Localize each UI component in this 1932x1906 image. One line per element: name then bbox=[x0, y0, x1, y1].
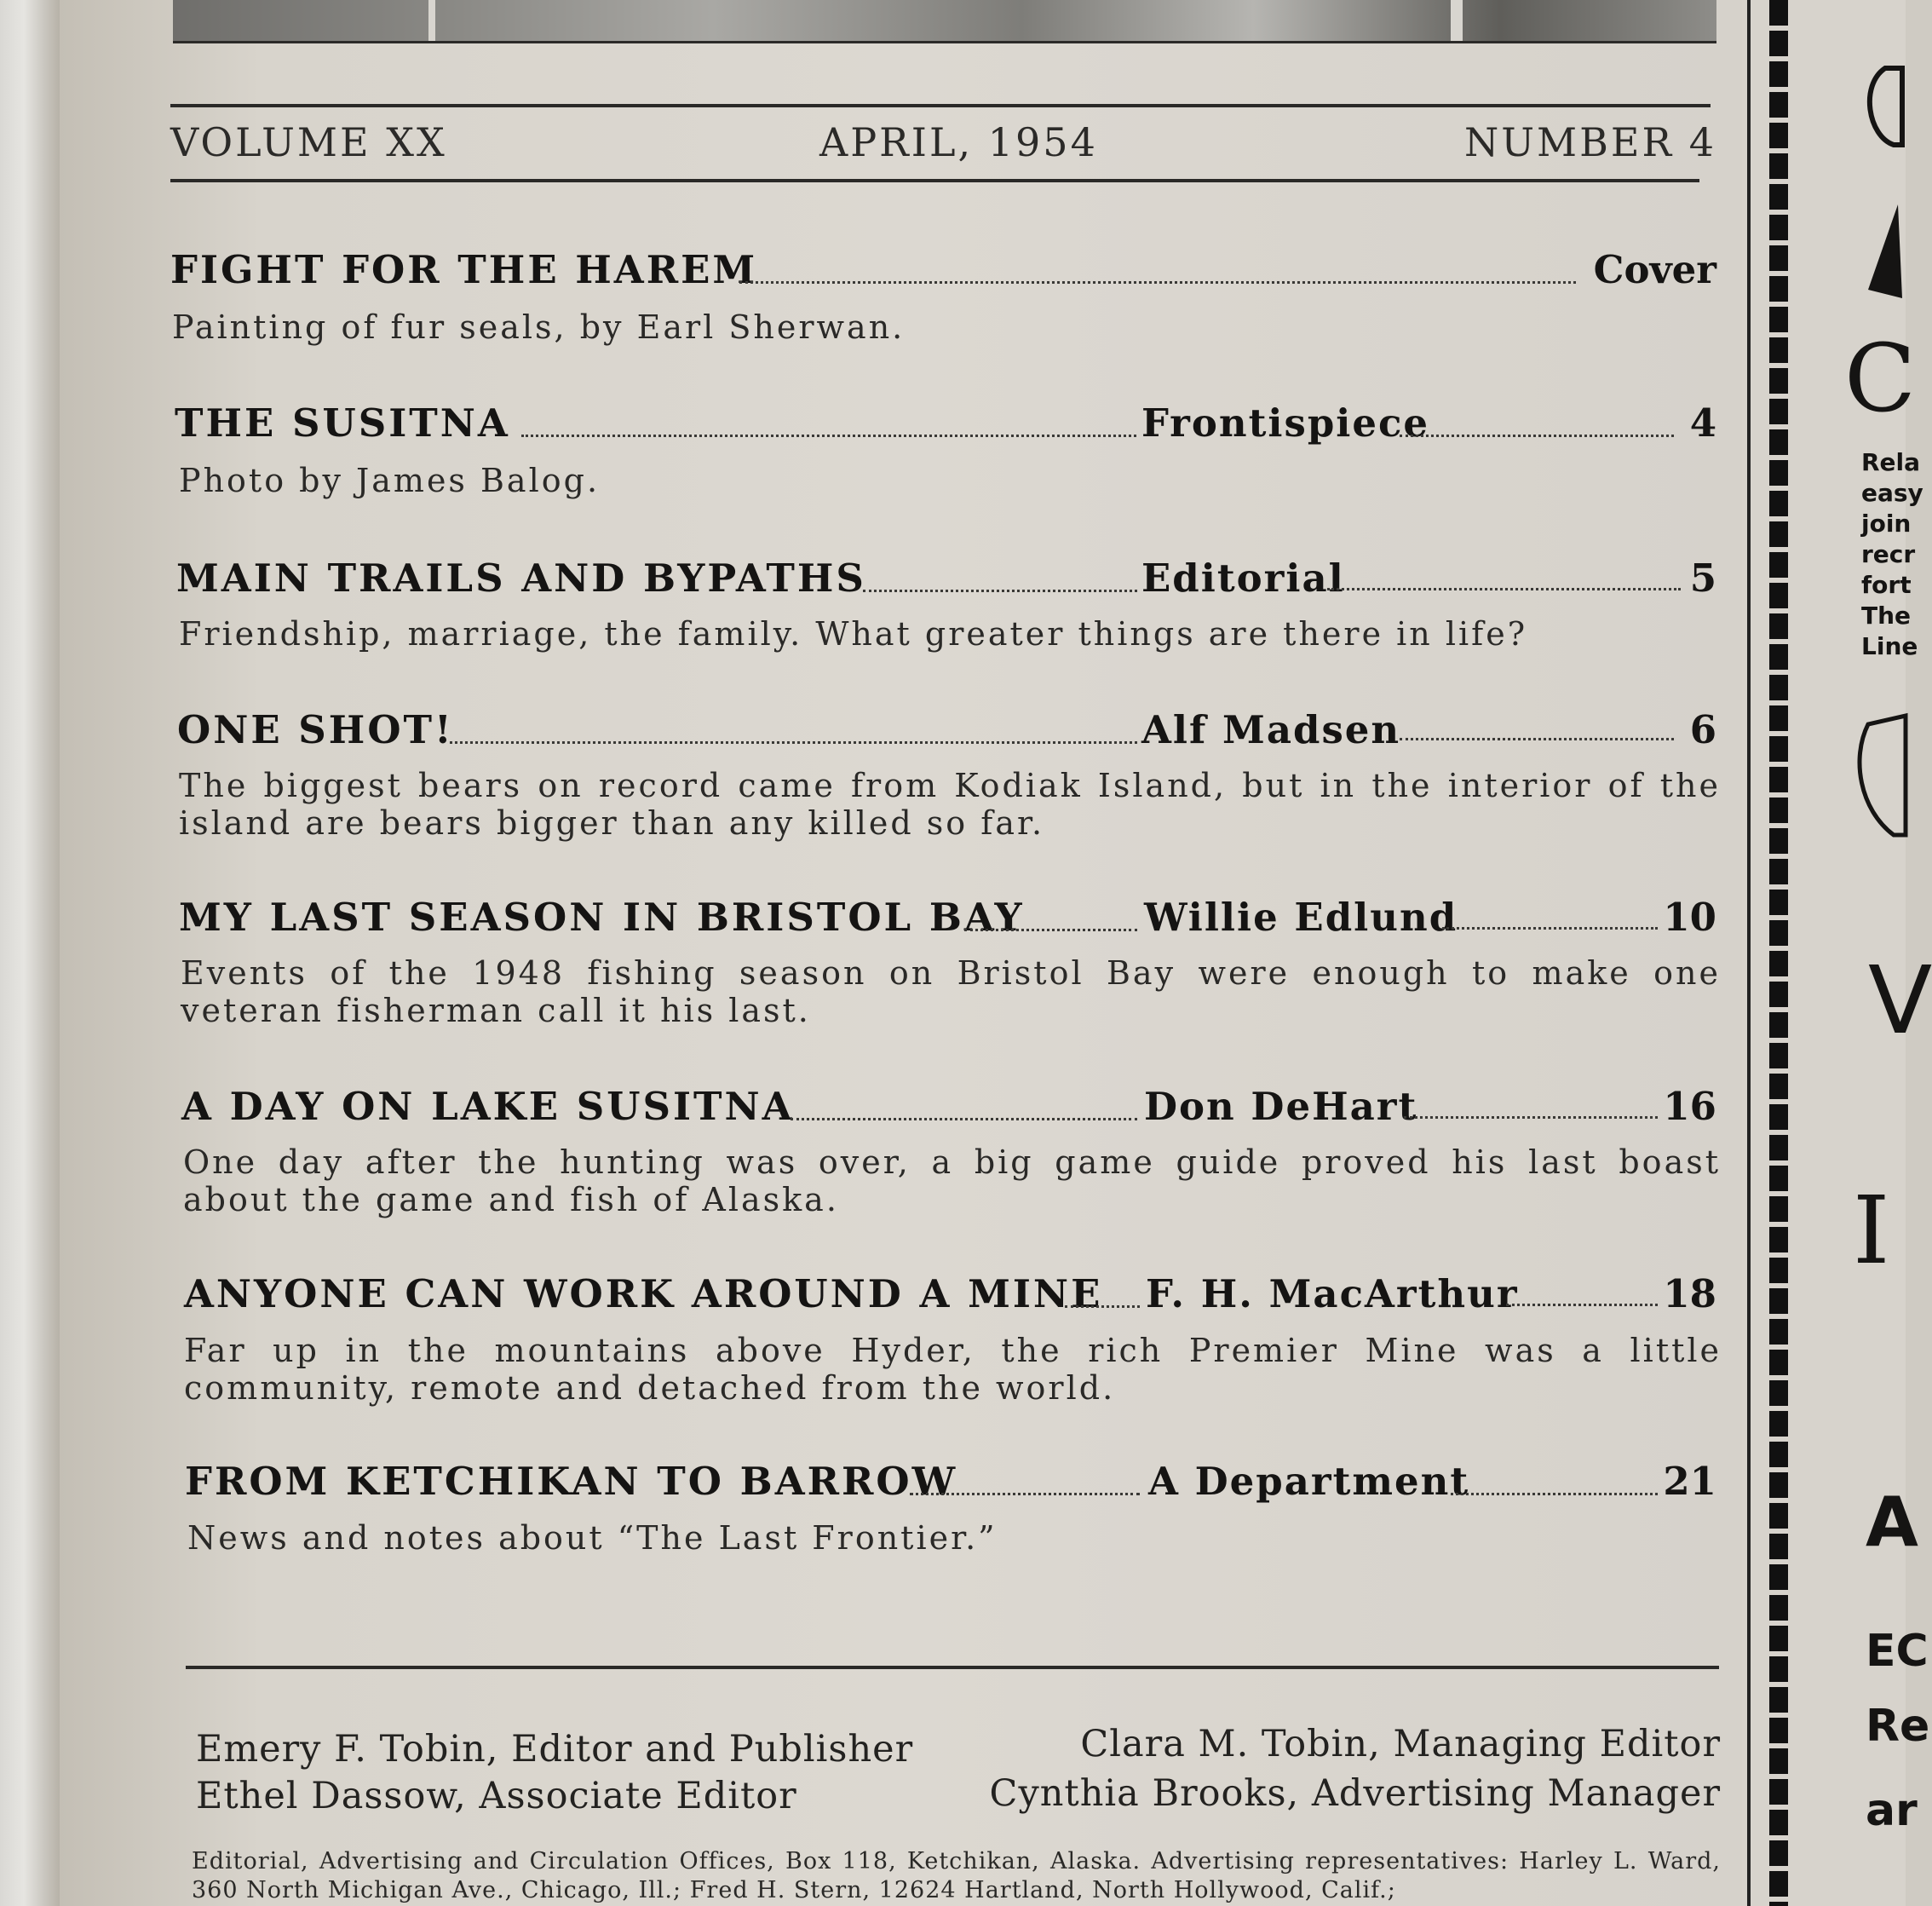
adjacent-line: The bbox=[1861, 602, 1912, 630]
adjacent-page bbox=[1742, 0, 1932, 1906]
toc-author: Willie Edlund bbox=[1144, 895, 1458, 940]
toc-page: 4 bbox=[1689, 400, 1716, 446]
masthead-bottom-rule bbox=[170, 179, 1699, 182]
advertising-manager: Cynthia Brooks, Advertising Manager bbox=[989, 1772, 1721, 1815]
toc-page: 10 bbox=[1663, 895, 1716, 940]
toc-leader bbox=[1400, 738, 1674, 740]
toc-title: A DAY ON LAKE SUSITNA bbox=[181, 1084, 795, 1129]
toc-page: Cover bbox=[1593, 247, 1716, 292]
toc-title: MAIN TRAILS AND BYPATHS bbox=[176, 556, 866, 601]
adjacent-letter: Re bbox=[1866, 1701, 1930, 1752]
toc-title: MY LAST SEASON IN BRISTOL BAY bbox=[179, 895, 1025, 940]
issue-date: APRIL, 1954 bbox=[819, 119, 1098, 165]
toc-page: 5 bbox=[1689, 556, 1716, 601]
toc-description: Painting of fur seals, by Earl Sherwan. bbox=[172, 308, 906, 346]
issue-number: NUMBER 4 bbox=[1463, 119, 1716, 165]
associate-editor: Ethel Dassow, Associate Editor bbox=[196, 1775, 797, 1817]
adjacent-line: recr bbox=[1861, 540, 1916, 568]
toc-title: ANYONE CAN WORK AROUND A MINE bbox=[184, 1271, 1103, 1316]
adjacent-letter: A bbox=[1866, 1483, 1918, 1562]
toc-page: 21 bbox=[1663, 1459, 1716, 1504]
toc-title: THE SUSITNA bbox=[175, 400, 510, 446]
adjacent-line: join bbox=[1861, 510, 1912, 538]
toc-author: Alf Madsen bbox=[1141, 707, 1401, 752]
offices-text: Editorial, Advertising and Circulation Offices, Box 118, Ketchikan, Alaska. Advertising representatives: Harley L. Ward, 360 North Michigan Ave., Chicago, Ill.; Fred H. Stern, 12624 Hartland, North Hollywood, Calif.; bbox=[192, 1848, 1721, 1903]
toc-leader bbox=[1442, 927, 1658, 930]
toc-author: Editorial bbox=[1141, 556, 1345, 601]
editor-publisher: Emery F. Tobin, Editor and Publisher bbox=[196, 1728, 914, 1771]
border-line bbox=[1747, 0, 1751, 1906]
toc-description: Friendship, marriage, the family. What greater things are there in life? bbox=[179, 615, 1528, 653]
toc-author: Don DeHart bbox=[1144, 1084, 1418, 1129]
toc-description: The biggest bears on record came from Kodiak Island, but in the interior of the island are bears bigger than any killed so far. bbox=[179, 767, 1721, 842]
cartoon-figure-illustration bbox=[1851, 34, 1902, 256]
volume-label: VOLUME XX bbox=[170, 119, 447, 165]
toc-leader bbox=[910, 1493, 1140, 1495]
left-gutter bbox=[0, 0, 60, 1906]
toc-description: One day after the hunting was over, a big game guide proved his last boast about the game and fish of Alaska. bbox=[183, 1143, 1721, 1218]
toc-page: 16 bbox=[1663, 1084, 1716, 1129]
toc-description: Far up in the mountains above Hyder, the rich Premier Mine was a little community, remote and detached from the world. bbox=[184, 1332, 1722, 1407]
toc-leader bbox=[964, 929, 1137, 931]
adjacent-line: Rela bbox=[1861, 448, 1921, 476]
header-photo-strip bbox=[173, 0, 1716, 43]
cartoon-hand-illustration bbox=[1851, 707, 1906, 844]
toc-leader bbox=[1327, 588, 1681, 590]
adjacent-line: Line bbox=[1861, 632, 1918, 660]
toc-leader bbox=[1404, 1116, 1658, 1119]
toc-author: A Department bbox=[1148, 1459, 1470, 1504]
toc-title: ONE SHOT! bbox=[177, 707, 454, 752]
toc-page: 6 bbox=[1689, 707, 1716, 752]
toc-author: F. H. MacArthur bbox=[1146, 1271, 1519, 1316]
toc-leader bbox=[450, 741, 1137, 744]
toc-leader bbox=[1451, 1493, 1658, 1495]
managing-editor: Clara M. Tobin, Managing Editor bbox=[1080, 1723, 1721, 1765]
adjacent-line: easy bbox=[1861, 479, 1923, 507]
adjacent-letter: V bbox=[1868, 946, 1932, 1055]
adjacent-letter: C bbox=[1844, 324, 1917, 433]
adjacent-line: fort bbox=[1861, 571, 1912, 599]
toc-leader bbox=[1065, 1305, 1140, 1308]
toc-leader bbox=[863, 590, 1137, 592]
toc-leader bbox=[1506, 1304, 1658, 1306]
toc-title: FIGHT FOR THE HAREM bbox=[170, 247, 758, 292]
toc-title: FROM KETCHIKAN TO BARROW bbox=[185, 1459, 958, 1504]
toc-author: Frontispiece bbox=[1141, 400, 1430, 446]
toc-leader bbox=[521, 435, 1136, 437]
toc-description: Photo by James Balog. bbox=[179, 462, 601, 499]
photo-divider bbox=[428, 0, 435, 41]
adjacent-letter: I bbox=[1853, 1176, 1890, 1285]
toc-description: News and notes about “The Last Frontier.” bbox=[187, 1519, 998, 1557]
page-border-bar bbox=[1769, 0, 1788, 1906]
toc-leader bbox=[1400, 435, 1674, 437]
masthead-top-rule bbox=[170, 104, 1711, 107]
adjacent-letter: ar bbox=[1866, 1785, 1918, 1836]
toc-description: Events of the 1948 fishing season on Bristol Bay were enough to make one veteran fisherman call it his last. bbox=[181, 954, 1721, 1029]
toc-leader bbox=[739, 281, 1576, 284]
adjacent-letter: EC bbox=[1866, 1626, 1929, 1677]
photo-divider bbox=[1451, 0, 1463, 41]
toc-page: 18 bbox=[1663, 1271, 1716, 1316]
staff-top-rule bbox=[186, 1666, 1719, 1669]
toc-leader bbox=[791, 1118, 1137, 1120]
